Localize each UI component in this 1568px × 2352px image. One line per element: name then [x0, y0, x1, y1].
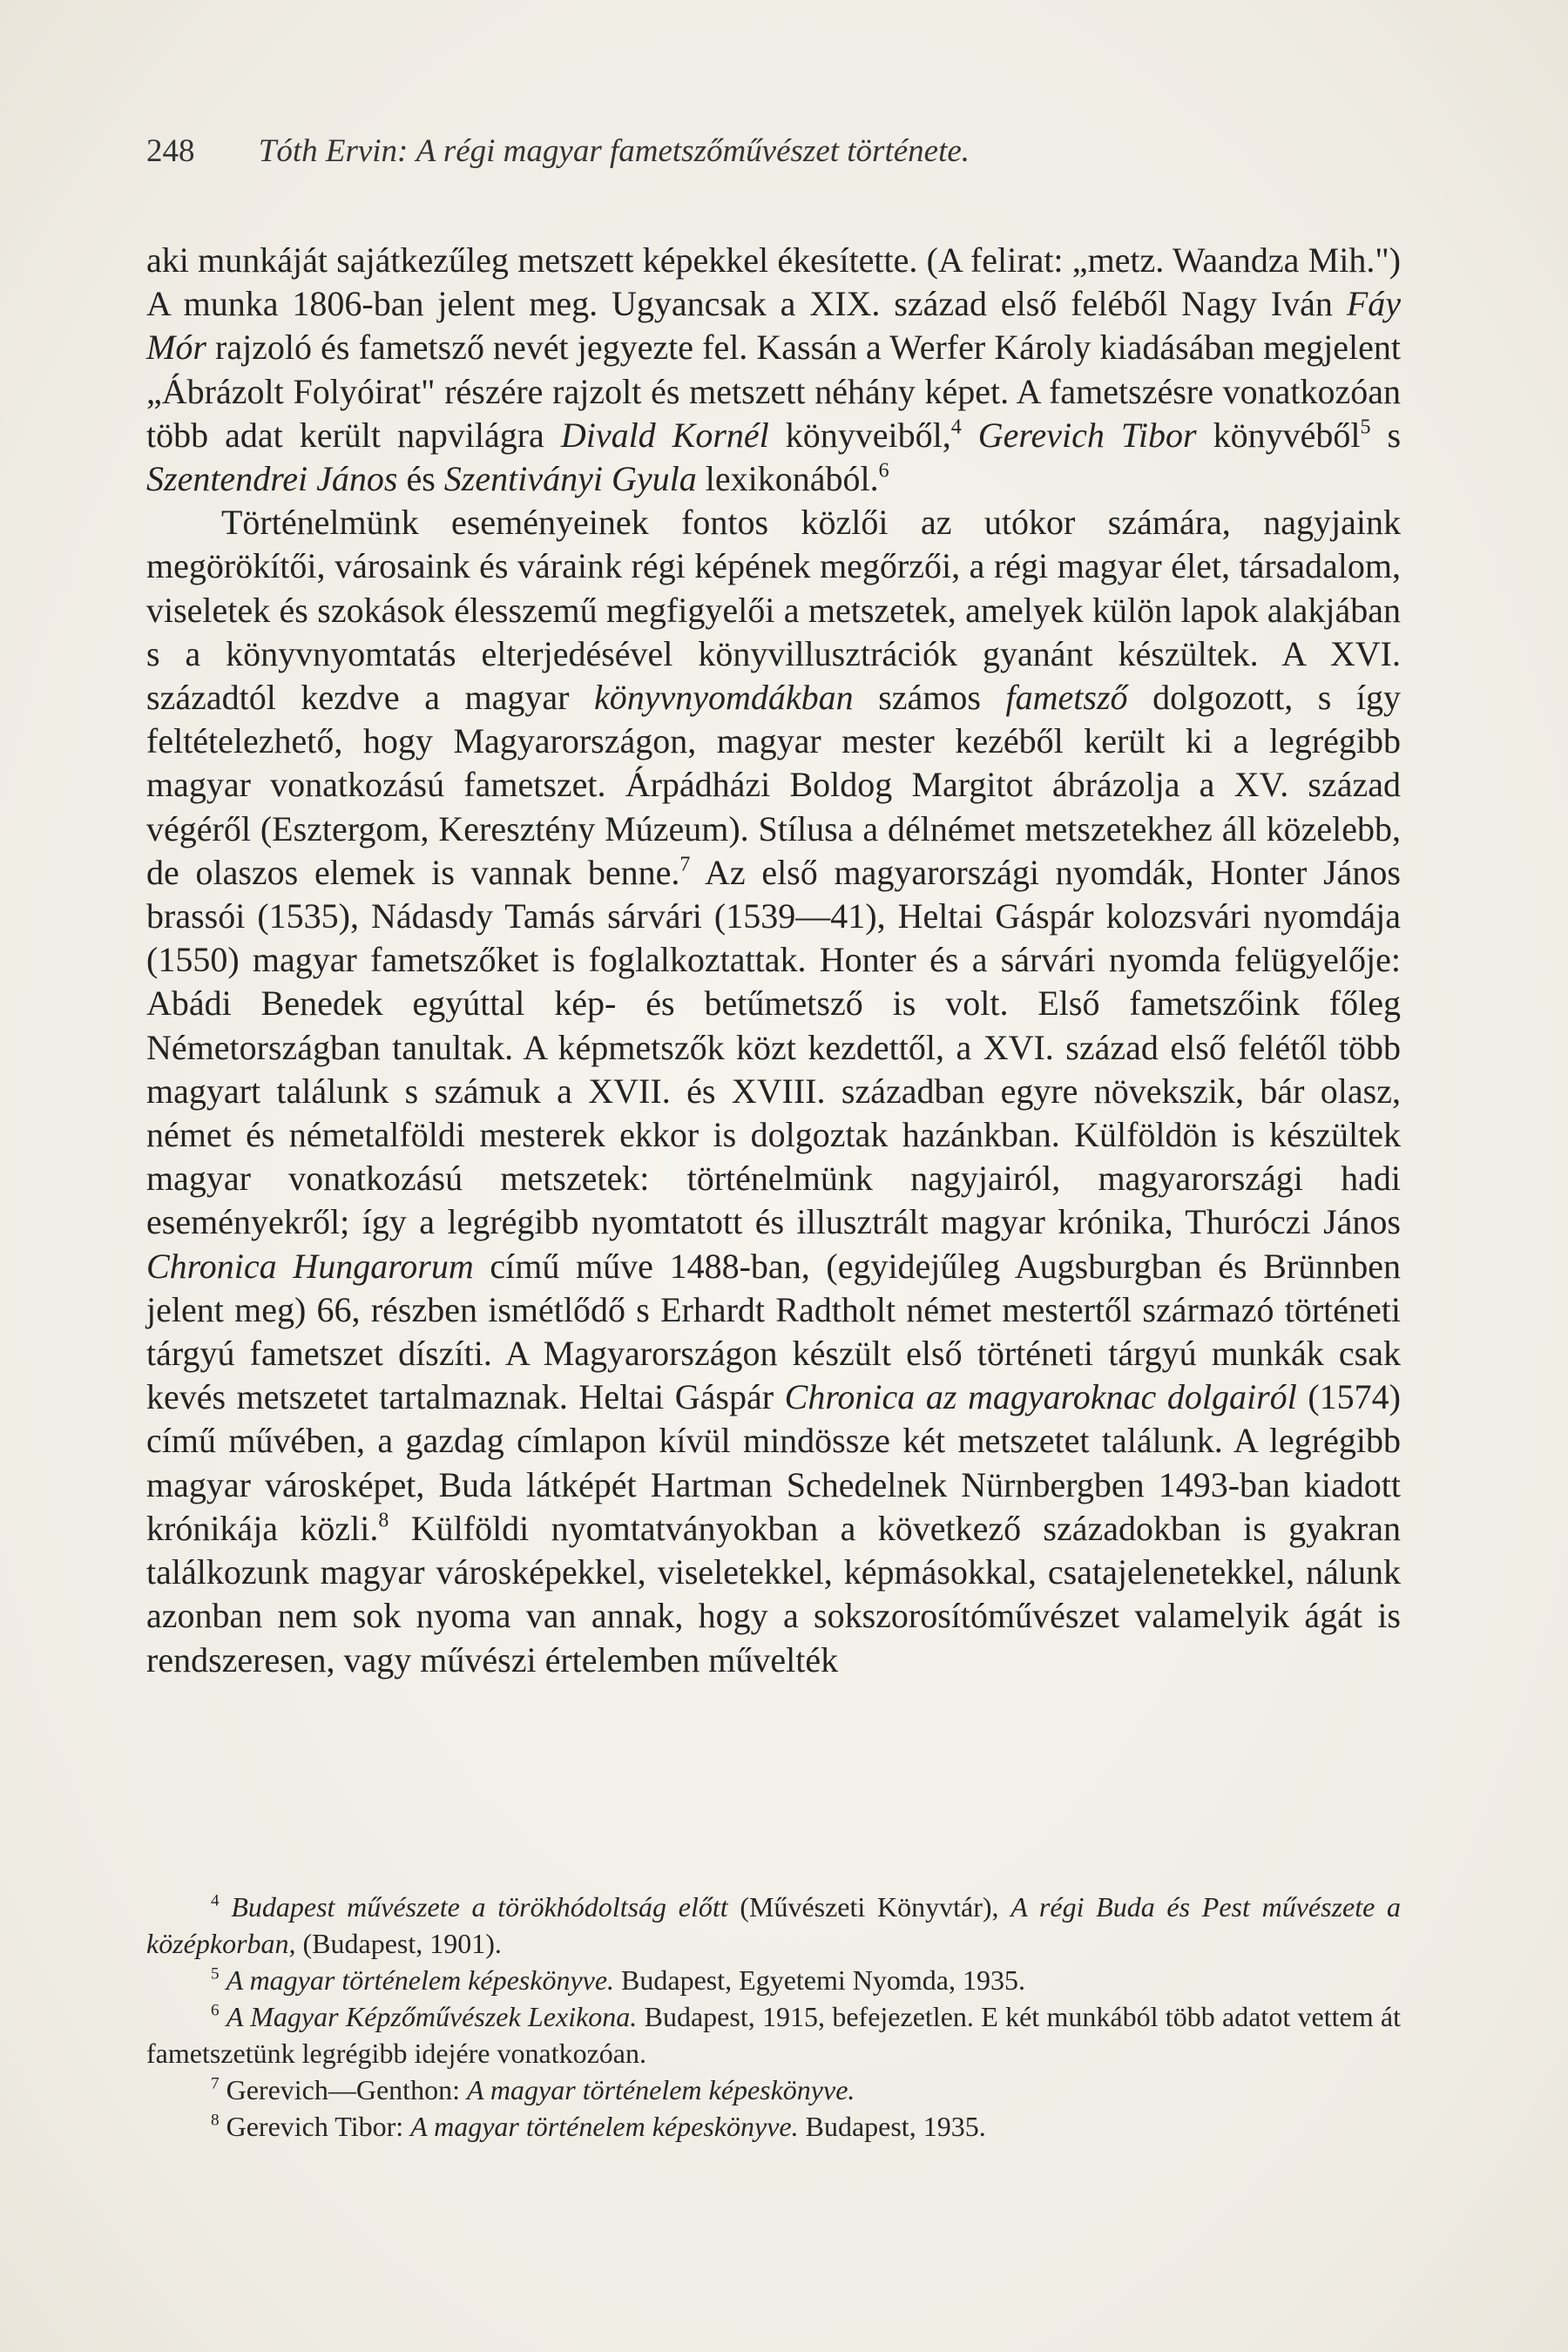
main-text — [146, 239, 1401, 1682]
footnote — [146, 2108, 1401, 2145]
running-header — [146, 131, 1418, 172]
text-run: könyvéből — [1196, 415, 1361, 455]
text-run: s — [1370, 415, 1402, 455]
footnote — [146, 2072, 1401, 2108]
footnotes — [146, 1889, 1401, 2145]
italic-name: Szentiványi Gyula — [443, 459, 697, 499]
text-run: (1574) című művében, a gazdag címlapon kívül mindössze két metszetet találunk. A legrégibb magyar városképet, Buda látképét Hartman Schedelnek Nürnbergben 1493-ban kiadott krónikája közli. — [146, 1377, 1401, 1548]
footnote-text: (Művészeti Könyvtár), — [727, 1891, 1011, 1923]
footnote-number: 7 — [211, 2074, 220, 2093]
footnote-number: 4 — [211, 1891, 220, 1910]
footnote-italic: A magyar történelem képeskönyve. — [226, 1964, 615, 1996]
text-run: dolgozott, s így feltételezhető, hogy Magyarországon, magyar mester kezéből került ki a legrégibb magyar vonatkozású fametszet. Árpádházi Boldog Margitot ábrázolja a XV. század végéről (Esztergom, Keresztény Múzeum). Stílusa a délnémet metszetekhez áll közelebb, de olaszos elemek is vannak benne. — [146, 678, 1401, 892]
text-run: Az első magyarországi nyomdák, Honter János brassói (1535), Nádasdy Tamás sárvári (1539—41), Heltai Gáspár kolozsvári nyomdája (1550) magyar fametszőket is foglalkoztattak. Honter és a sárvári nyomda felügyelője: Abádi Benedek egyúttal kép- és betűmetsző is volt. Első fametszőink főleg Németországban tanultak. A képmetszők közt kezdettől, a XVI. század első felétől több magyart találunk s számuk a XVII. és XVIII. században egyre növekszik, bár olasz, német és németalföldi mesterek ekkor is dolgoztak hazánkban. Külföldön is készültek magyar vonatkozású metszetek: történelmünk nagyjairól, magyarországi hadi eseményekről; így a legrégibb nyomtatott és illusztrált magyar krónika, Thuróczi János — [146, 852, 1401, 1242]
footnote-text: Gerevich—Genthon: — [226, 2074, 467, 2105]
text-run: könyveiből, — [768, 415, 951, 455]
paragraph-continued — [146, 239, 1401, 501]
text-run: Történelmünk eseményeinek fontos közlői az utókor számára, nagyjaink megörökítői, városaink és váraink régi képének megőrzői, a régi magyar élet, társadalom, viseletek és szokások élesszemű megfigyelői a metszetek, amelyek külön lapok alakjában s a könyvnyomtatás elterjedésével könyvillusztrációk gyanánt készültek. A XVI. századtól kezdve a magyar — [146, 503, 1401, 718]
text-run: rajzoló és fametsző nevét jegyezte fel. Kassán a Werfer Károly kiadásában megjelent „Ábrázolt Folyóirat" részére rajzolt és metszett néhány képet. A fametszésre vonatkozóan több adat került napvilágra — [146, 328, 1401, 455]
text-run: című műve 1488-ban, (egyidejűleg Augsburgban és Brünnben jelent meg) 66, részben ismétlődő s Erhardt Radtholt német mestertől származó történeti tárgyú fametszet díszíti. A Magyarországon készült első történeti tárgyú munkák csak kevés metszetet tartalmaznak. Heltai Gáspár — [146, 1246, 1401, 1417]
italic-name: Divald Kornél — [560, 415, 769, 455]
footnote-text: (Budapest, 1901). — [295, 1928, 502, 1959]
text-run: Külföldi nyomtatványokban a következő századokban is gyakran találkozunk magyar városképekkel, viseletekkel, képmásokkal, csatajelenetekkel, nálunk azonban nem sok nyoma van annak, hogy a sokszorosítóművészet valamelyik ágát is rendszeresen, vagy művészi értelemben művelték — [146, 1508, 1401, 1680]
text-run: és — [397, 459, 444, 499]
italic-term: könyvnyomdákban — [594, 678, 854, 718]
italic-name: Gerevich Tibor — [977, 415, 1197, 455]
paragraph-history — [146, 501, 1401, 1681]
footnote-number: 5 — [211, 1964, 220, 1984]
footnote-ref: 4 — [950, 416, 962, 439]
footnote — [146, 1998, 1401, 2072]
footnote-ref: 5 — [1360, 416, 1371, 439]
text-run: aki munkáját sajátkezűleg metszett képekkel ékesítette. (A felirat: „metz. Waandza Mih.") A munka 1806-ban jelent meg. Ugyancsak a XIX. század első feléből Nagy Iván — [146, 240, 1401, 324]
italic-title: Chronica az magyaroknac dolgairól — [784, 1377, 1297, 1417]
footnote-text: Budapest, Egyetemi Nyomda, 1935. — [614, 1964, 1025, 1996]
footnote — [146, 1962, 1401, 1998]
footnote-text: Budapest, 1915, befejezetlen. E két munkából több adatot vettem át fametszetünk legrégibb idejére vonatkozóan. — [146, 2001, 1402, 2069]
footnote-text: Budapest, 1935. — [798, 2111, 986, 2142]
page-number: 248 — [146, 133, 195, 169]
italic-name: Szentendrei János — [146, 459, 398, 499]
footnote-text: Gerevich Tibor: — [226, 2111, 411, 2142]
footnote-italic: Budapest művészete a törökhódoltság előtt — [231, 1891, 728, 1923]
footnote-number: 6 — [211, 2001, 220, 2020]
header-title: A régi magyar fametszőművészet története. — [416, 133, 970, 169]
text-run — [962, 416, 978, 455]
italic-title: Chronica Hungarorum — [146, 1246, 474, 1286]
text-run: számos — [853, 678, 1006, 718]
footnote-italic: A Magyar Képzőművészek Lexikona. — [226, 2001, 638, 2032]
italic-term: fametsző — [1005, 678, 1128, 718]
footnote — [146, 1889, 1401, 1962]
footnote-ref: 7 — [679, 853, 691, 876]
footnote-italic: A magyar történelem képeskönyve. — [466, 2074, 855, 2105]
footnote-number: 8 — [211, 2111, 220, 2130]
header-author: Tóth Ervin: — [258, 133, 409, 169]
italic-name: Fáy Mór — [146, 284, 1401, 368]
footnote-ref: 8 — [378, 1509, 389, 1532]
footnote-italic: A régi Buda és Pest művészete a középkorban, — [146, 1891, 1402, 1959]
footnote-italic: A magyar történelem képeskönyve. — [410, 2111, 799, 2142]
text-run: lexikonából. — [696, 459, 879, 499]
footnote-ref: 6 — [878, 459, 889, 483]
